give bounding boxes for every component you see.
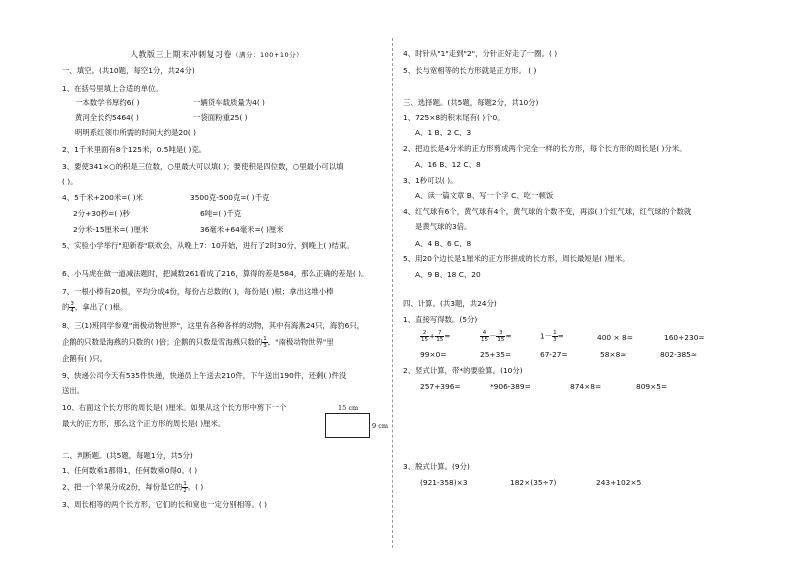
k1b-n2: 3 — [496, 330, 505, 337]
section-1-heading: 一、填空。(共10题，每空1分，共24分) — [62, 66, 195, 75]
j1: 1、任何数乘1都得1，任何数乘0得0。( ) — [62, 466, 198, 475]
j2 — [62, 481, 203, 494]
k1a-n1: 2 — [420, 330, 429, 337]
k1b-frac2 — [496, 330, 505, 343]
k1c-pre: 1－ — [540, 331, 553, 341]
c2-options: A、16 B、12 C、8 — [415, 160, 481, 169]
k1b-d2: 15 — [497, 337, 505, 343]
j2-pre: 2、把一个苹果分成2份，每份是它的 — [62, 482, 183, 492]
k1a-d1: 15 — [421, 337, 428, 343]
column-divider — [392, 38, 393, 548]
k3c: 243+102×5 — [596, 478, 642, 487]
c3-options: A、读一篇文章 B、写一个字 C、吃一顿饭 — [415, 191, 554, 200]
q4f: 36毫米+64毫米=( )厘米 — [200, 225, 284, 234]
q9: 9、快递公司今天有535件快递，快递员上午送去210件，下午送出190件，还剩( )件没 — [62, 371, 347, 380]
c4b: 是黄气球的3倍。 — [415, 222, 472, 231]
k1a: $\frac{2}{15}$ + $\frac{7}{15}$ = — [421, 330, 451, 343]
q3b: ( )。 — [62, 177, 78, 186]
title-score-note: （满分：100+10分） — [232, 51, 304, 59]
k1c-frac — [552, 330, 558, 343]
k2c: 874×8= — [570, 382, 602, 391]
c5: 5、用20个边长是1厘米的正方形拼成的长方形，周长最短是( )厘米。 — [403, 254, 630, 263]
k2b: *906-389= — [490, 382, 531, 391]
k1c-d: 3 — [553, 337, 557, 343]
k1a-d2: 15 — [436, 337, 444, 343]
k1b: $\frac{4}{15}$ － $\frac{3}{15}$ = — [481, 330, 512, 343]
q10: 10、右面这个长方形的周长是( )厘米。如果从这个长方形中剪下一个 — [62, 403, 287, 412]
section-2-heading: 二、判断题。(共5题，每题1分，共5分) — [62, 451, 193, 460]
q6: 6、小马虎在做一道减法题时，把减数261看成了216，算得的差是584，那么正确的差是( )。 — [62, 269, 369, 278]
j5: 5、长与宽相等的长方形就是正方形。 ( ) — [403, 66, 537, 75]
q8b-pre: 企鹅的只数是海燕的只数的( )倍；企鹅的只数是雪海燕只数的 — [62, 337, 263, 347]
c5-options: A、9 B、18 C、20 — [415, 270, 481, 279]
q1c: 黄河全长约5464( ) — [75, 113, 139, 122]
k1a-frac1 — [420, 330, 429, 343]
k1c: 1－ $\frac{1}{3}$ = — [540, 330, 564, 343]
q8b-den: 3 — [263, 343, 267, 349]
q1: 1、在括号里填上合适的单位。 — [62, 84, 163, 93]
page-title — [130, 50, 303, 60]
q8b-num: 1 — [263, 336, 267, 342]
q7b-post: ，拿出了( )根。 — [74, 302, 128, 312]
k3b: 182×(35÷7) — [510, 478, 557, 487]
q4e: 2分米-15厘米=( )厘米 — [73, 225, 149, 234]
c1: 1、725×8的积末尾有( )个0。 — [403, 113, 505, 122]
k3a: (921-358)×3 — [420, 478, 468, 487]
k1: 1、直接写得数。(5分) — [403, 315, 478, 324]
k2d: 809×5= — [636, 382, 668, 391]
q9b: 送出。 — [62, 386, 85, 395]
rect-width-label: 15 cm — [338, 404, 359, 412]
q4d: 6吨=( )千克 — [200, 209, 242, 218]
q7: 7、一根小棒有20根，平均分成4份，每份占总数的( )，每份是( )根；拿出这堆小棒 — [62, 287, 334, 296]
k1h: 67-27= — [540, 350, 568, 359]
k1i: 58×8≈ — [600, 350, 627, 359]
q7b-num: 3 — [70, 301, 74, 307]
k1a-n2: 7 — [435, 330, 444, 337]
j2-post: 。( ) — [187, 482, 204, 492]
j4: 4、时针从"1"走到"2"，分针正好走了一圈。( ) — [403, 49, 558, 58]
k3: 3、脱式计算。(9分) — [403, 462, 470, 471]
q7b-den: 4 — [70, 308, 74, 314]
j2-den: 2 — [183, 488, 187, 494]
q4a: 4、5千米+200米=( )米 — [62, 193, 143, 202]
rect-height-label: 9 cm — [372, 422, 389, 430]
k1g: 25+35= — [480, 350, 512, 359]
section-3-heading: 三、选择题。(共5题，每题2分，共10分) — [403, 98, 539, 107]
c3: 3、1秒可以( )。 — [403, 176, 458, 185]
j3: 3、周长相等的两个长方形，它们的长和宽也一定分别相等。( ) — [62, 500, 267, 509]
q2: 2、1千米里面有8个125米，0.5吨是( )克。 — [62, 145, 207, 154]
k1b-frac1 — [480, 330, 489, 343]
q4b: 3500克-500克=( )千克 — [190, 193, 270, 202]
k1d: 400 × 8= — [597, 333, 633, 342]
c2: 2、把边长是4分米的正方形剪成两个完全一样的长方形，每个长方形的周长是( )分米。 — [403, 144, 687, 153]
rectangle-figure — [325, 413, 370, 438]
k1b-n1: 4 — [480, 330, 489, 337]
k1b-d1: 15 — [481, 337, 488, 343]
q4c: 2分+30秒=( )秒 — [73, 209, 130, 218]
k2a: 257+396= — [420, 382, 461, 391]
j2-num: 1 — [183, 481, 187, 487]
c4-options: A、4 B、6 C、8 — [415, 239, 472, 248]
q1d: 一袋面粉重25( ) — [193, 113, 248, 122]
k1j: 802-385≈ — [660, 350, 698, 359]
c4: 4、红气球有6个，黄气球有4个，黄气球的个数不变，再添( )个红气球，红气球的个数就 — [403, 207, 692, 216]
q8c: 企鹅有( )只。 — [62, 354, 108, 363]
q3: 3、要使341×○的积是三位数，○里最大可以填( )；要使积是四位数，○里最小可以填 — [62, 162, 344, 171]
q1a: 一本数学书厚约6( ) — [75, 98, 140, 107]
q1b: 一辆货车载质量为4( ) — [193, 98, 265, 107]
q8b-post: ，"南极动物世界"里 — [267, 337, 334, 347]
q10b: 最大的正方形，那么这个正方形的周长是( )厘米。 — [62, 419, 226, 428]
section-4-heading: 四、计算。(共3题，共24分) — [403, 299, 497, 308]
k1f: 99×0= — [420, 350, 447, 359]
q8b — [62, 336, 334, 349]
q8: 8、三(1)班同学参观"南极动物世界"，这里有各种各样的动物，其中有海燕24只，海豹6只， — [62, 321, 365, 330]
k2: 2、竖式计算，带*的要验算。(10分) — [403, 366, 523, 375]
q5: 5、实验小学举行"迎新春"联欢会，从晚上7：10开始，进行了2时30分，到晚上( )结束。 — [62, 241, 354, 250]
q7b-pre: 的 — [62, 302, 70, 312]
k1c-n: 1 — [553, 330, 557, 336]
q1e: 明明系红领巾所需的时间大约是20( ) — [75, 128, 196, 137]
c1-options: A、1 B、2 C、3 — [415, 128, 472, 137]
k1a-frac2 — [435, 330, 444, 343]
q7b — [62, 301, 127, 314]
title-main: 人教版三上期末冲刺复习卷 — [130, 50, 232, 59]
k1e: 160+230= — [664, 333, 705, 342]
